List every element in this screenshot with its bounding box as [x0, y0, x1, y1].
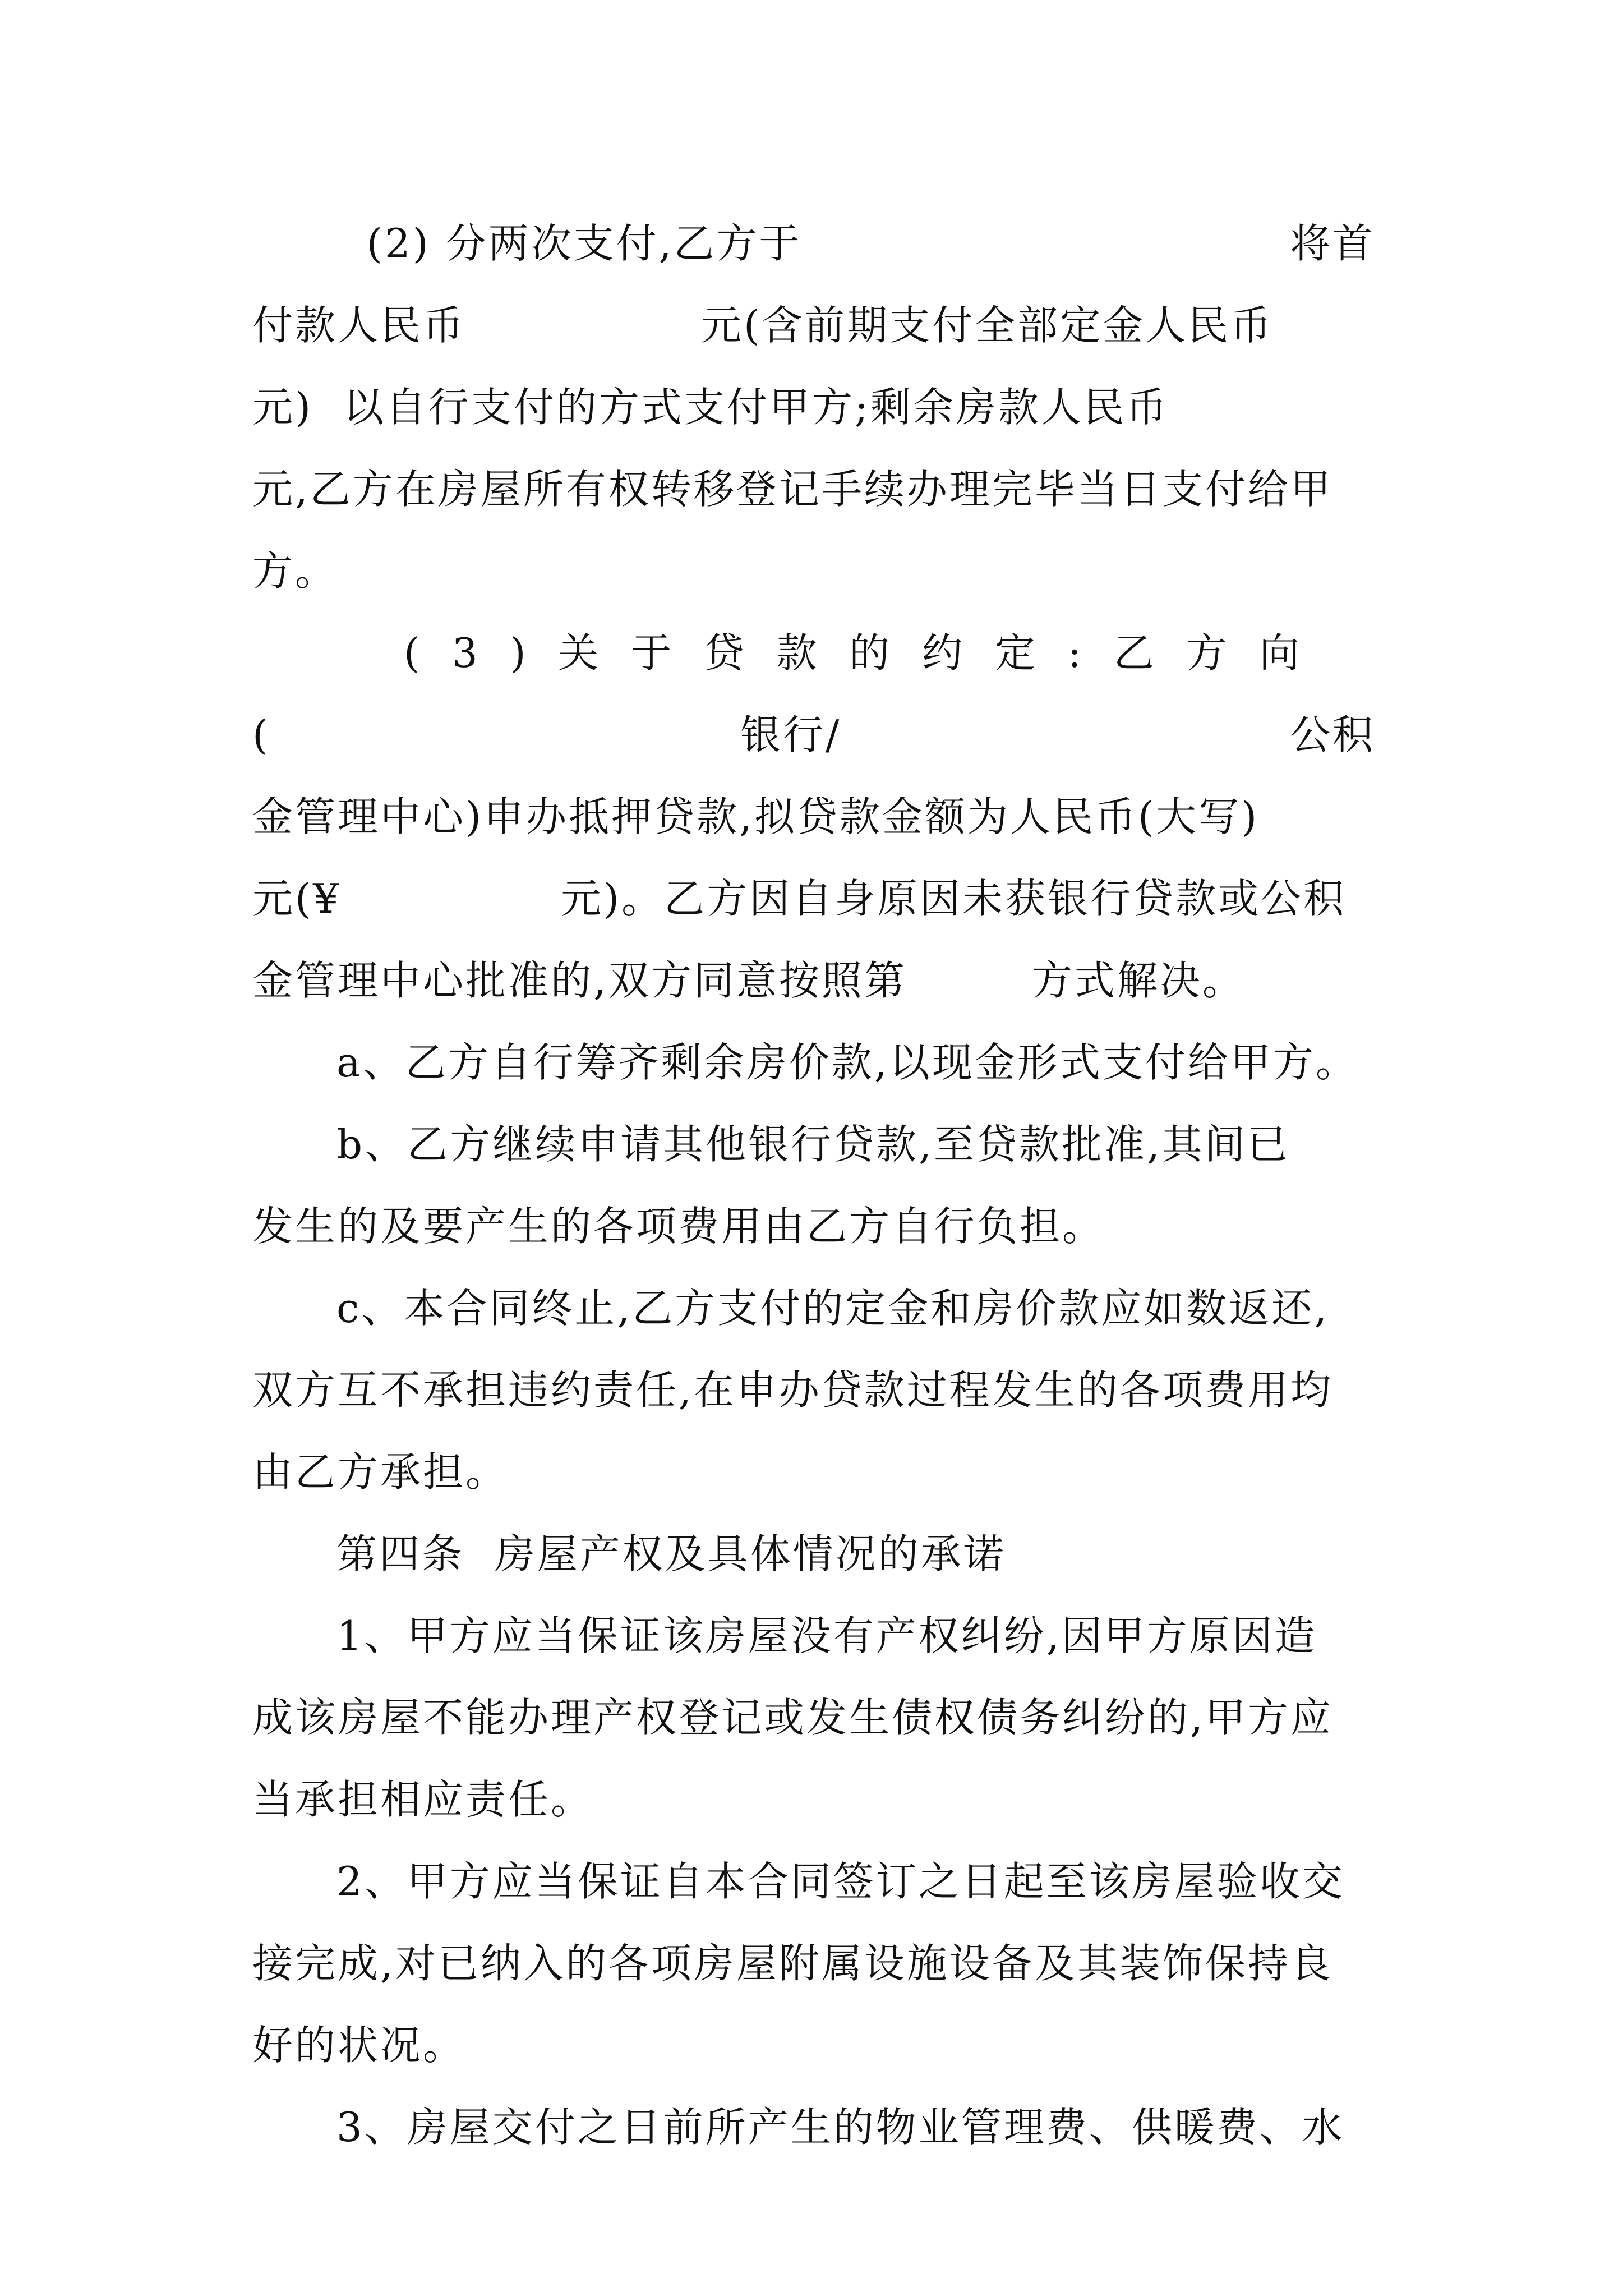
text-line-4: 元,乙方在房屋所有权转移登记手续办理完毕当日支付给甲 [252, 466, 1333, 513]
text-line-8: 金管理中心)申办抵押贷款,拟贷款金额为人民币(大写) [252, 793, 1260, 840]
text-line-19: 成该房屋不能办理产权登记或发生债权债务纠纷的,甲方应 [252, 1694, 1333, 1741]
text-line-1 [336, 215, 802, 272]
text-line-11: a、乙方自行筹齐剩余房价款,以现金形式支付给甲方。 [336, 1039, 1358, 1086]
text-line-1-end [1290, 215, 1375, 272]
text-line-5: 方。 [252, 547, 338, 595]
text-line-20: 当承担相应责任。 [252, 1776, 594, 1823]
text-line-18: 1、甲方应当保证该房屋没有产权纠纷,因甲方原因造 [336, 1612, 1317, 1659]
text-line-7-left: ( [252, 711, 271, 758]
text-line-9 [252, 871, 341, 927]
text-line-2 [252, 297, 465, 353]
text-line-3: 元) 以自行支付的方式支付甲方;剩余房款人民币 [252, 384, 1169, 431]
text-line-1-right: 将首 [1290, 220, 1376, 267]
text-line-13: 发生的及要产生的各项费用由乙方自行负担。 [252, 1203, 1105, 1250]
text-line-14: c、本合同终止,乙方支付的定金和房价款应如数返还, [336, 1285, 1330, 1332]
text-line-21: 2、甲方应当保证自本合同签订之日起至该房屋验收交 [336, 1858, 1345, 1905]
text-line-9-left: 元(¥ [252, 875, 341, 922]
text-line-10-right: 方式解决。 [1032, 957, 1246, 1004]
text-line-23: 好的状况。 [252, 2022, 466, 2069]
text-line-7-right: 公积 [1290, 711, 1376, 758]
text-line-6: ( 3 ) 关 于 贷 款 的 约 定 : 乙 方 向 [404, 629, 1302, 677]
text-line-9-right: 元)。乙方因自身原因未获银行贷款或公积 [561, 875, 1347, 922]
text-line-7-end [1290, 707, 1375, 763]
text-line-10-end [1032, 953, 1245, 1009]
text-line-2-right: 元(含前期支付全部定金人民币 [701, 302, 1274, 349]
text-line-22: 接完成,对已纳入的各项房屋附属设施设备及其装饰保持良 [252, 1940, 1333, 1987]
text-line-7-middle [740, 707, 841, 763]
text-line-7 [252, 707, 270, 763]
article-heading: 第四条 房屋产权及具体情况的承诺 [336, 1530, 1006, 1577]
text-line-2-left: 付款人民币 [252, 302, 466, 349]
text-line-15: 双方互不承担违约责任,在申办贷款过程发生的各项费用均 [252, 1366, 1333, 1414]
text-line-10-left: 金管理中心批准的,双方同意按照第 [252, 957, 907, 1004]
text-line-12: b、乙方继续申请其他银行贷款,至贷款批准,其间已 [336, 1121, 1290, 1168]
text-line-10 [252, 953, 907, 1009]
text-line-7-mid: 银行/ [740, 711, 842, 758]
text-line-16: 由乙方承担。 [252, 1448, 509, 1496]
text-line-24: 3、房屋交付之日前所产生的物业管理费、供暖费、水 [336, 2104, 1345, 2151]
text-line-9-end [561, 871, 1346, 927]
text-line-2-end [701, 297, 1273, 353]
text-line-1-left: (2) 分两次支付,乙方于 [336, 220, 802, 267]
